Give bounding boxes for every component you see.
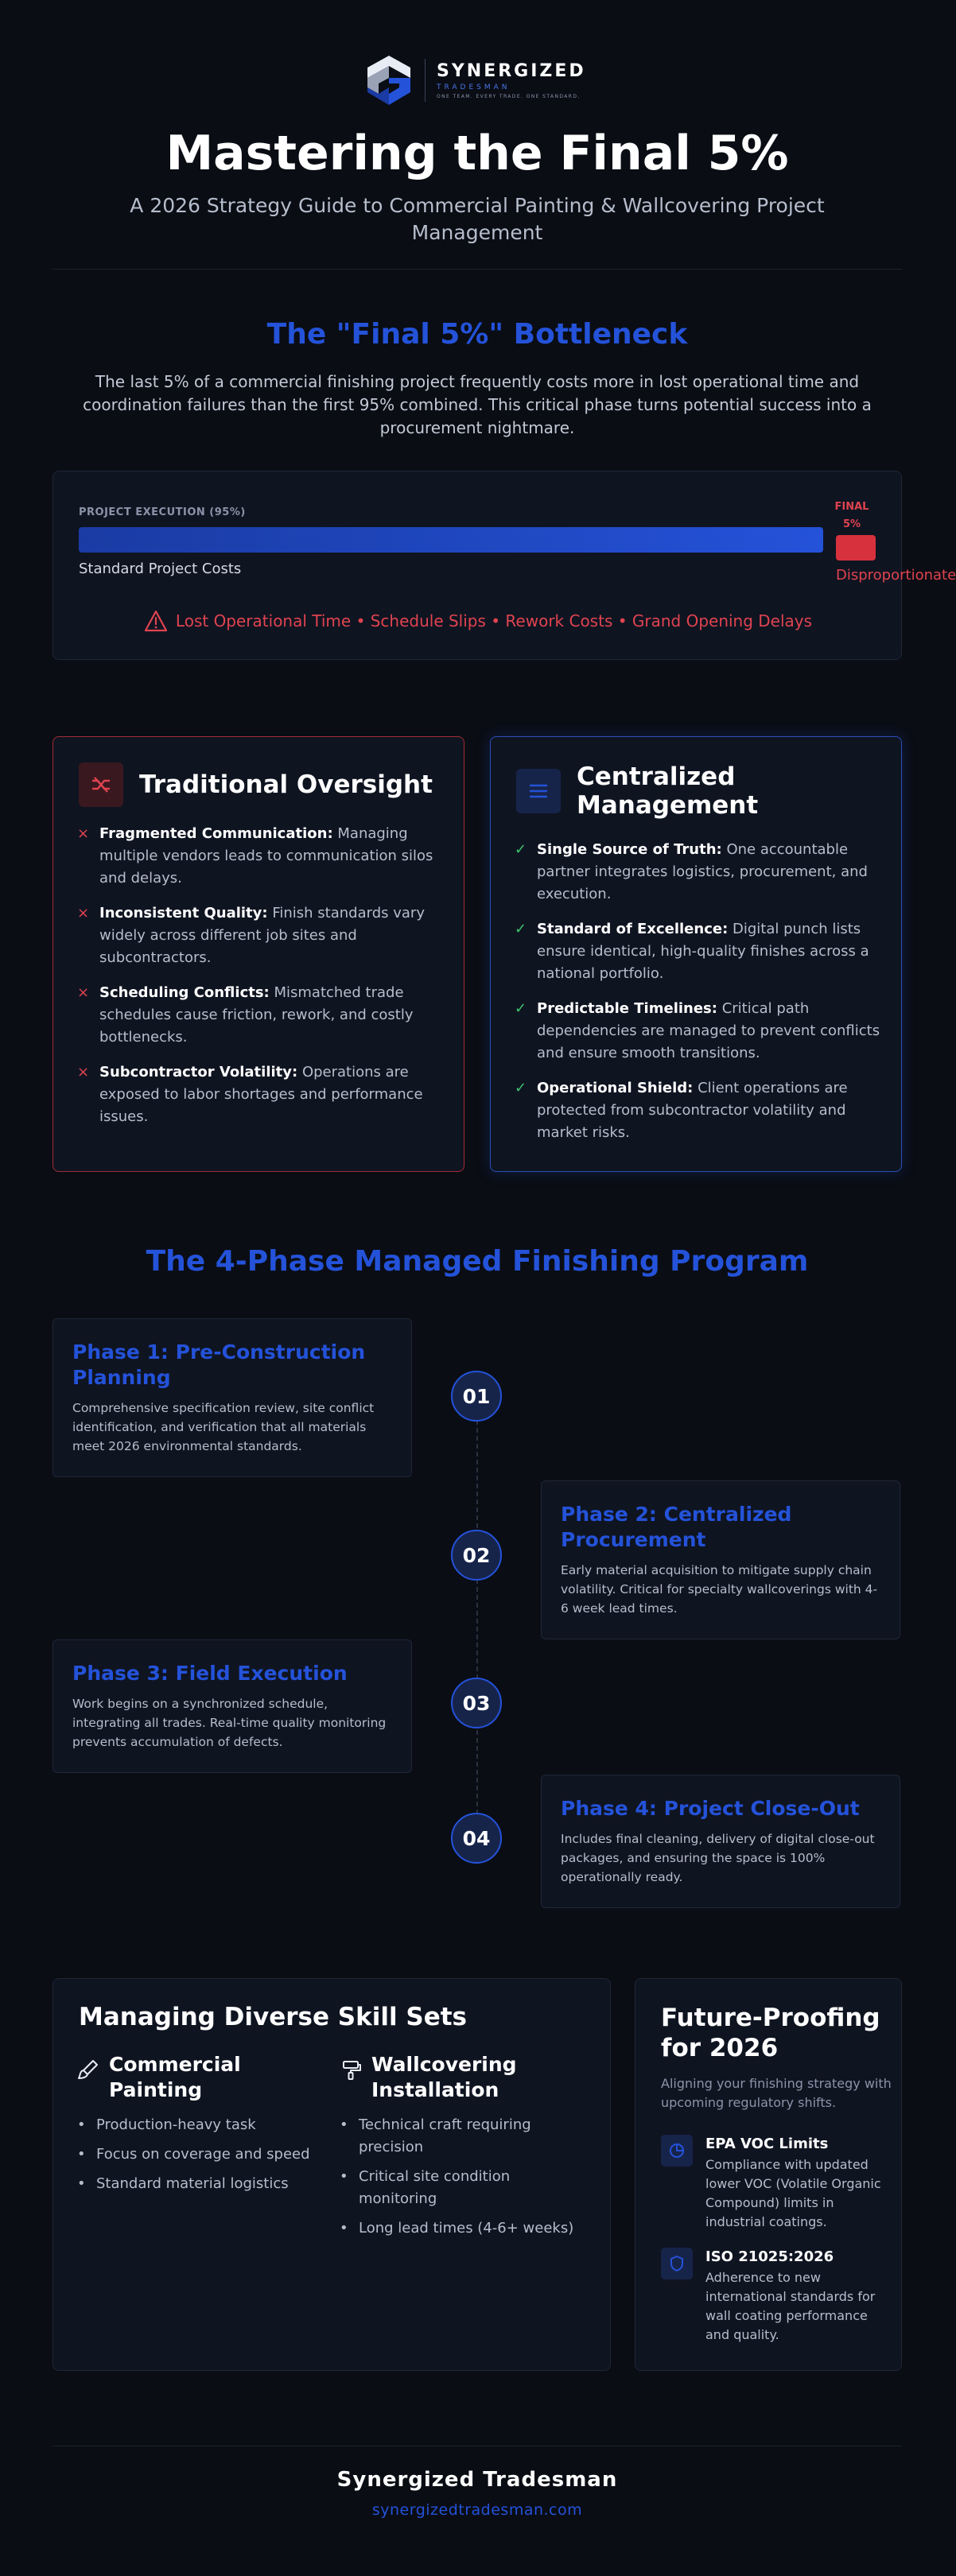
list-item: ✓ Predictable Timelines: Critical path dependencies are managed to prevent conflicts and ensure smooth transitions. bbox=[515, 998, 888, 1065]
centralized-header bbox=[516, 762, 815, 820]
warning-icon bbox=[144, 610, 168, 632]
list-item: × Subcontractor Volatility: Operations are exposed to labor shortages and performance issues. bbox=[77, 1061, 451, 1128]
centralized-card bbox=[490, 736, 902, 1172]
warning-text: Lost Operational Time • Schedule Slips • Rework Costs • Grand Opening Delays bbox=[175, 611, 813, 630]
x-icon: × bbox=[77, 984, 90, 1001]
phase-card-2 bbox=[541, 1480, 900, 1639]
phase-number-1: 01 bbox=[451, 1371, 502, 1422]
phase-desc: Includes final cleaning, delivery of digital close-out packages, and ensuring the space is 100% operationally ready. bbox=[561, 1832, 875, 1884]
check-icon: ✓ bbox=[515, 841, 527, 858]
page-subtitle: A 2026 Strategy Guide to Commercial Painting & Wallcovering Project Management bbox=[130, 194, 825, 244]
paint-brush-icon bbox=[77, 2058, 99, 2081]
regulation-text bbox=[705, 2135, 892, 2232]
footer-url-link[interactable]: synergizedtradesman.com bbox=[371, 2501, 583, 2519]
final-caption: Disproportionate bbox=[836, 567, 956, 584]
bottleneck-intro: The last 5% of a commercial finishing project frequently costs more in lost operational time and coordination failures than the first 95% combined. This critical phase turns potential success into a procurement nightmare. bbox=[83, 372, 872, 437]
skills-card bbox=[52, 1978, 611, 2371]
regulation-desc: Adherence to new international standards for wall coating performance and quality. bbox=[705, 2270, 876, 2342]
page-title: Mastering the Final 5% bbox=[165, 126, 789, 181]
phase-desc: Work begins on a synchronized schedule, integrating all trades. Real-time quality monitoring prevents accumulation of defects. bbox=[72, 1697, 387, 1749]
shield-icon bbox=[661, 2248, 693, 2279]
painting-header bbox=[77, 2052, 324, 2103]
regulation-item bbox=[661, 2135, 892, 2232]
final-bar bbox=[836, 535, 876, 561]
logo-text bbox=[437, 61, 586, 99]
wallcovering-column bbox=[340, 2052, 586, 2247]
check-icon: ✓ bbox=[515, 1000, 527, 1017]
regulation-text bbox=[705, 2248, 892, 2345]
check-icon: ✓ bbox=[515, 921, 527, 937]
brand-tagline: ONE TEAM. EVERY TRADE. ONE STANDARD. bbox=[437, 94, 581, 99]
phase-card-4 bbox=[541, 1775, 900, 1908]
regulation-title: ISO 21025:2026 bbox=[705, 2248, 834, 2265]
brand-name: SYNERGIZED bbox=[437, 61, 586, 81]
list-item: • Long lead times (4-6+ weeks) bbox=[340, 2217, 586, 2240]
paint-roller-icon bbox=[340, 2058, 362, 2081]
execution-bar bbox=[79, 527, 823, 553]
list-item: • Critical site condition monitoring bbox=[340, 2166, 586, 2210]
traditional-title: Traditional Oversight bbox=[139, 770, 433, 799]
list-item: × Inconsistent Quality: Finish standards vary widely across different job sites and subcontractors. bbox=[77, 902, 451, 969]
gauge-icon bbox=[661, 2135, 693, 2167]
list-item: • Production-heavy task bbox=[77, 2114, 324, 2136]
list-item: ✓ Standard of Excellence: Digital punch lists ensure identical, high-quality finishes across a national portfolio. bbox=[515, 918, 888, 985]
x-icon: × bbox=[77, 1064, 90, 1080]
execution-caption: Standard Project Costs bbox=[79, 561, 242, 577]
skills-title: Managing Diverse Skill Sets bbox=[79, 2003, 468, 2031]
execution-label: PROJECT EXECUTION (95%) bbox=[79, 506, 246, 518]
bottleneck-title: The "Final 5%" Bottleneck bbox=[266, 318, 688, 351]
painting-column bbox=[77, 2052, 324, 2202]
x-icon: × bbox=[77, 905, 90, 921]
logo-divider bbox=[425, 59, 426, 102]
phase-number-4: 04 bbox=[451, 1813, 502, 1864]
list-icon bbox=[516, 769, 561, 813]
phase-title: Phase 1: Pre-Construction Planning bbox=[72, 1340, 366, 1389]
final-label: FINAL 5% bbox=[834, 501, 869, 530]
centralized-list bbox=[515, 839, 888, 1157]
phase-desc: Comprehensive specification review, site conflict identification, and verification that all materials meet 2026 environmental standards. bbox=[72, 1401, 375, 1453]
wallcovering-list bbox=[340, 2114, 586, 2240]
logo-mark-icon bbox=[364, 54, 414, 107]
phase-number-2: 02 bbox=[451, 1530, 502, 1581]
phase-desc: Early material acquisition to mitigate supply chain volatility. Critical for specialty wallcoverings with 4-6 week lead times. bbox=[561, 1563, 878, 1616]
traditional-card bbox=[52, 736, 464, 1172]
future-title: Future-Proofing for 2026 bbox=[661, 2004, 880, 2062]
list-item: × Scheduling Conflicts: Mismatched trade schedules cause friction, rework, and costly bottlenecks. bbox=[77, 982, 451, 1049]
warning-row bbox=[53, 610, 903, 632]
regulation-item bbox=[661, 2248, 892, 2345]
footer-name: Synergized Tradesman bbox=[336, 2468, 618, 2492]
phase-card-1 bbox=[52, 1318, 412, 1477]
future-card bbox=[635, 1978, 902, 2371]
painting-list bbox=[77, 2114, 324, 2195]
list-item: • Technical craft requiring precision bbox=[340, 2114, 586, 2159]
list-item: • Standard material logistics bbox=[77, 2173, 324, 2195]
traditional-header bbox=[79, 762, 433, 807]
program-title: The 4-Phase Managed Finishing Program bbox=[146, 1245, 809, 1278]
regulation-title: EPA VOC Limits bbox=[705, 2136, 829, 2152]
painting-title: Commercial Painting bbox=[109, 2053, 241, 2101]
broken-link-icon bbox=[79, 762, 123, 807]
future-intro: Aligning your finishing strategy with upcoming regulatory shifts. bbox=[661, 2076, 892, 2110]
list-item: ✓ Operational Shield: Client operations are protected from subcontractor volatility and market risks. bbox=[515, 1077, 888, 1144]
phase-title: Phase 2: Centralized Procurement bbox=[561, 1503, 792, 1551]
traditional-list bbox=[77, 823, 451, 1141]
timeline-line bbox=[476, 1396, 478, 1838]
phase-title: Phase 4: Project Close-Out bbox=[561, 1797, 860, 1820]
phase-number-3: 03 bbox=[451, 1678, 502, 1728]
execution-card bbox=[52, 471, 956, 660]
list-item: × Fragmented Communication: Managing multiple vendors leads to communication silos and delays. bbox=[77, 823, 451, 890]
phase-card-3 bbox=[52, 1639, 412, 1773]
list-item: ✓ Single Source of Truth: One accountable partner integrates logistics, procurement, and execution. bbox=[515, 839, 888, 906]
brand-logo bbox=[364, 52, 590, 108]
regulation-desc: Compliance with updated lower VOC (Volatile Organic Compound) limits in industrial coatings. bbox=[705, 2157, 881, 2229]
brand-sub: TRADESMAN bbox=[437, 83, 511, 91]
wallcovering-header bbox=[340, 2052, 586, 2103]
header-divider bbox=[52, 269, 902, 270]
x-icon: × bbox=[77, 825, 90, 842]
check-icon: ✓ bbox=[515, 1080, 527, 1096]
list-item: • Focus on coverage and speed bbox=[77, 2143, 324, 2166]
wallcovering-title: Wallcovering Installation bbox=[371, 2053, 517, 2101]
centralized-title: Centralized Management bbox=[577, 762, 759, 820]
phase-title: Phase 3: Field Execution bbox=[72, 1662, 348, 1685]
